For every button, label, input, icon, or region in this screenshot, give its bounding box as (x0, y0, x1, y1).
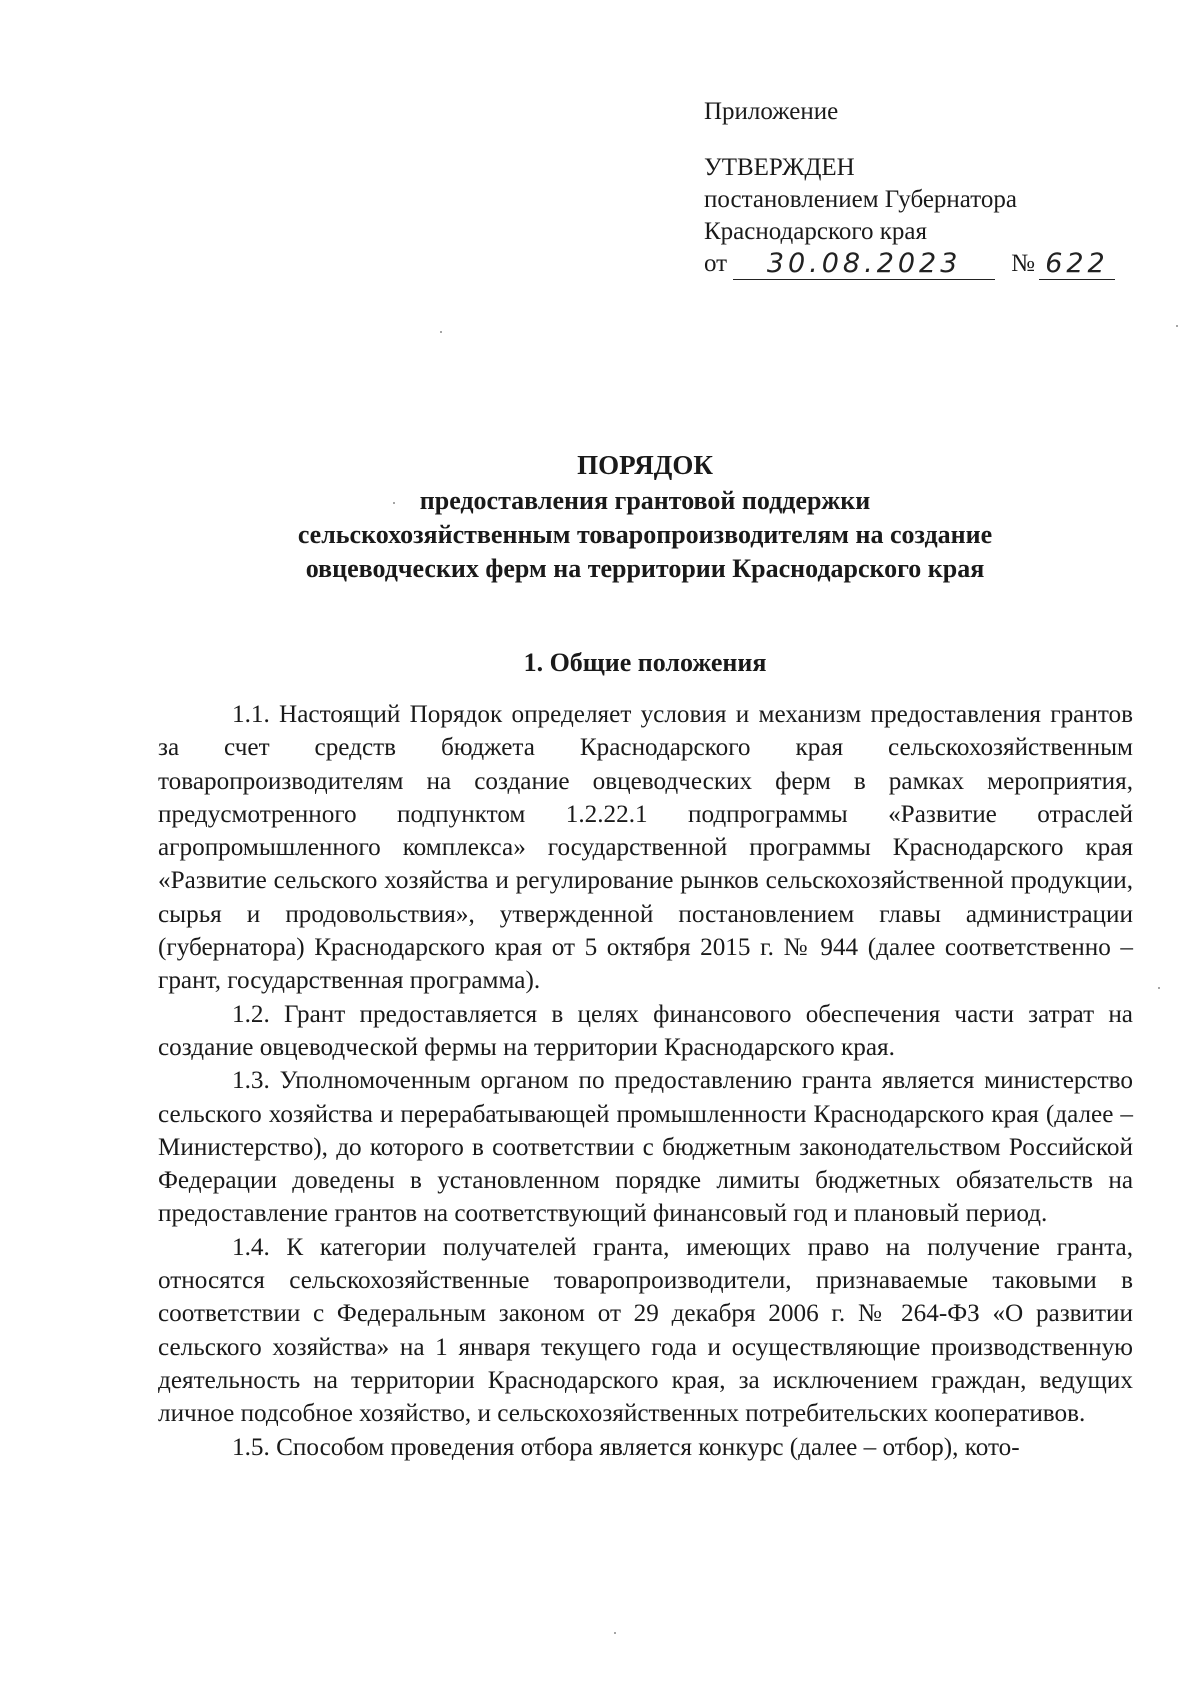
appendix-label: Приложение (704, 98, 839, 125)
handwritten-date: 30.08.2023 (733, 249, 995, 280)
scan-speck (440, 331, 442, 333)
paragraph-1-2: 1.2. Грант предоставляется в целях финансового обеспечения части затрат на создание овцеводческой фермы на территории Краснодарского края. (158, 1000, 1133, 1061)
paragraph-1-4: 1.4. К категории получателей гранта, имеющих право на получение гранта, относятся сельскохозяйственные товаропроизводители, признаваемые таковыми в соответствии с Федеральным законом от 29 декабря 2006 г. № 264-ФЗ «О развитии сельского хозяйства» на 1 января текущего года и осуществляющие производственную деятельность на территории Краснодарского края, за исключением граждан, ведущих личное подсобное хозяйство, и сельскохозяйственных потребительских кооперативов. (158, 1233, 1133, 1428)
approved-label: УТВЕРЖДЕН (704, 154, 855, 181)
date-number-row (704, 248, 1115, 280)
title-line-3: овцеводческих ферм на территории Краснодарского края (305, 554, 985, 583)
body-text (158, 698, 1133, 1464)
title-heading: ПОРЯДОК (577, 450, 713, 480)
title-line-2: сельскохозяйственным товаропроизводителям на создание (297, 520, 993, 549)
paragraph-1-5: 1.5. Способом проведения отбора является конкурс (далее – отбор), кото- (232, 1433, 1020, 1461)
paragraph-1-3: 1.3. Уполномоченным органом по предоставлению гранта является министерство сельского хозяйства и перерабатывающей промышленности Краснодарского края (далее – Министерство), до которого в соответствии с бюджетным законодательством Российской Федерации доведены в установленном порядке лимиты бюджетных обязательств на предоставление грантов на соответствующий финансовый год и плановый период. (158, 1067, 1133, 1228)
scan-speck (393, 502, 395, 504)
scan-speck (1158, 987, 1160, 989)
document-title (150, 448, 1140, 586)
section-heading: 1. Общие положения (523, 648, 767, 677)
date-prefix: от (704, 250, 728, 277)
approved-by-line-1: постановлением Губернатора (704, 186, 1017, 213)
scan-speck (1176, 325, 1178, 327)
approval-block (704, 96, 1115, 280)
scan-speck (614, 1632, 616, 1634)
approved-by-line-2: Краснодарского края (704, 218, 927, 245)
number-prefix: № (1011, 250, 1035, 277)
paragraph-1-1: 1.1. Настоящий Порядок определяет условия и механизм предоставления грантов за счет средств бюджета Краснодарского края сельскохозяйственным товаропроизводителям на создание овцеводческих ферм в рамках мероприятия, предусмотренного подпунктом 1.2.22.1 подпрограммы «Развитие отраслей агропромышленного комплекса» государственной программы Краснодарского края «Развитие сельского хозяйства и регулирование рынков сельскохозяйственной продукции, сырья и продовольствия», утвержденной постановлением главы администрации (губернатора) Краснодарского края от 5 октября 2015 г. № 944 (далее соответственно – грант, государственная программа). (158, 701, 1133, 995)
title-line-1: предоставления грантовой поддержки (419, 486, 871, 515)
handwritten-number: 622 (1039, 249, 1115, 280)
